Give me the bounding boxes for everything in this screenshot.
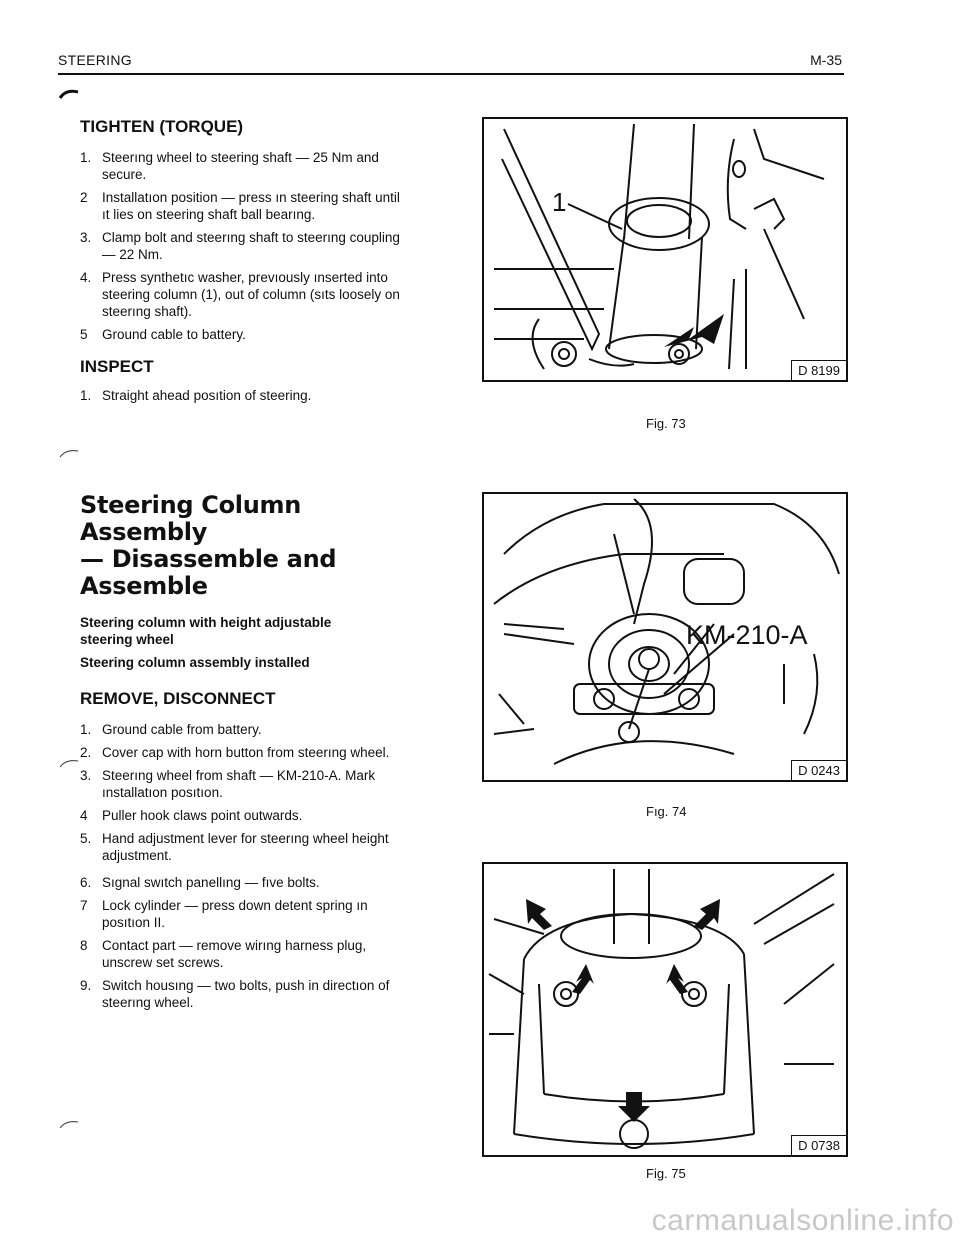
figure-75-switch-housing <box>482 862 848 1157</box>
list-item: 3. Steerıng wheel from shaft — KM-210-A. Mark ınstallatıon posıtıon. <box>80 768 376 800</box>
steering-wheel-puller-illustration <box>484 494 846 780</box>
figure-code: D 0738 <box>791 1135 846 1155</box>
figure-caption: Fıg. 74 <box>646 804 687 819</box>
subheading: Steering column assembly installed <box>80 655 310 670</box>
list-item: 4. Press synthetıc washer, prevıously ınserted into steering column (1), out of column (sıts loosely on steerıng shaft). <box>80 270 400 319</box>
margin-mark <box>58 1118 80 1130</box>
callout-1: 1 <box>552 187 567 217</box>
figure-code: D 8199 <box>791 360 846 380</box>
list-item: 7 Lock cylinder — press down detent spring ın posıtıon II. <box>80 898 368 930</box>
list-item: 8 Contact part — remove wirıng harness plug, unscrew set screws. <box>80 938 367 970</box>
section-heading-line: Steering Column Assembly <box>80 491 302 546</box>
margin-mark <box>58 88 80 100</box>
list-item: 5 Ground cable to battery. <box>80 327 246 342</box>
inspect-title: INSPECT <box>80 357 154 376</box>
running-header-section: STEERING <box>58 52 132 68</box>
figure-code: D 0243 <box>791 760 846 780</box>
list-item: 1. Straight ahead posıtion of steering. <box>80 388 312 403</box>
list-item: 9. Switch housıng — two bolts, push in directıon of steerıng wheel. <box>80 978 390 1010</box>
remove-list <box>80 721 400 1011</box>
steering-column-illustration <box>484 119 846 380</box>
figure-73-steering-column <box>482 117 848 382</box>
list-item: 5. Hand adjustment lever for steerıng wheel height adjustment. <box>80 831 389 863</box>
list-item: 2. Cover cap with horn button from steerıng wheel. <box>80 745 390 760</box>
list-item: 1. Ground cable from battery. <box>80 722 262 737</box>
arrow-icon <box>526 899 720 1122</box>
switch-housing-illustration <box>484 864 846 1155</box>
tighten-title: TIGHTEN (TORQUE) <box>80 117 244 136</box>
tool-label: KM-210-A <box>686 620 808 650</box>
list-item: 4 Puller hook claws point outwards. <box>80 808 303 823</box>
tighten-list <box>80 149 400 343</box>
watermark: carmanualsonline.info <box>651 1204 954 1237</box>
page-number: M-35 <box>810 52 842 68</box>
figure-caption: Fig. 75 <box>646 1166 686 1181</box>
section-heading-line: Assemble <box>80 572 208 600</box>
figure-caption: Fig. 73 <box>646 416 686 431</box>
list-item: 2 Installatıon position — press ın steering shaft until ıt lies on steering shaft ball bearıng. <box>80 190 400 222</box>
margin-mark <box>58 757 80 769</box>
figure-74-puller-tool <box>482 492 848 782</box>
tighten-section <box>80 117 400 410</box>
margin-mark <box>58 447 80 459</box>
section-heading-line: — Disassemble and <box>80 545 337 573</box>
subheading: Steering column with height adjustable steering wheel <box>80 615 332 647</box>
list-item: 1. Steerıng wheel to steering shaft — 25 Nm and secure. <box>80 150 379 182</box>
inspect-list <box>80 387 400 404</box>
header-rule <box>58 73 844 75</box>
assembly-section <box>80 492 400 1017</box>
list-item: 3. Clamp bolt and steerıng shaft to steerıng coupling — 22 Nm. <box>80 230 400 262</box>
list-item: 6. Sıgnal swıtch panellıng — fıve bolts. <box>80 875 320 890</box>
remove-title: REMOVE, DISCONNECT <box>80 689 276 708</box>
